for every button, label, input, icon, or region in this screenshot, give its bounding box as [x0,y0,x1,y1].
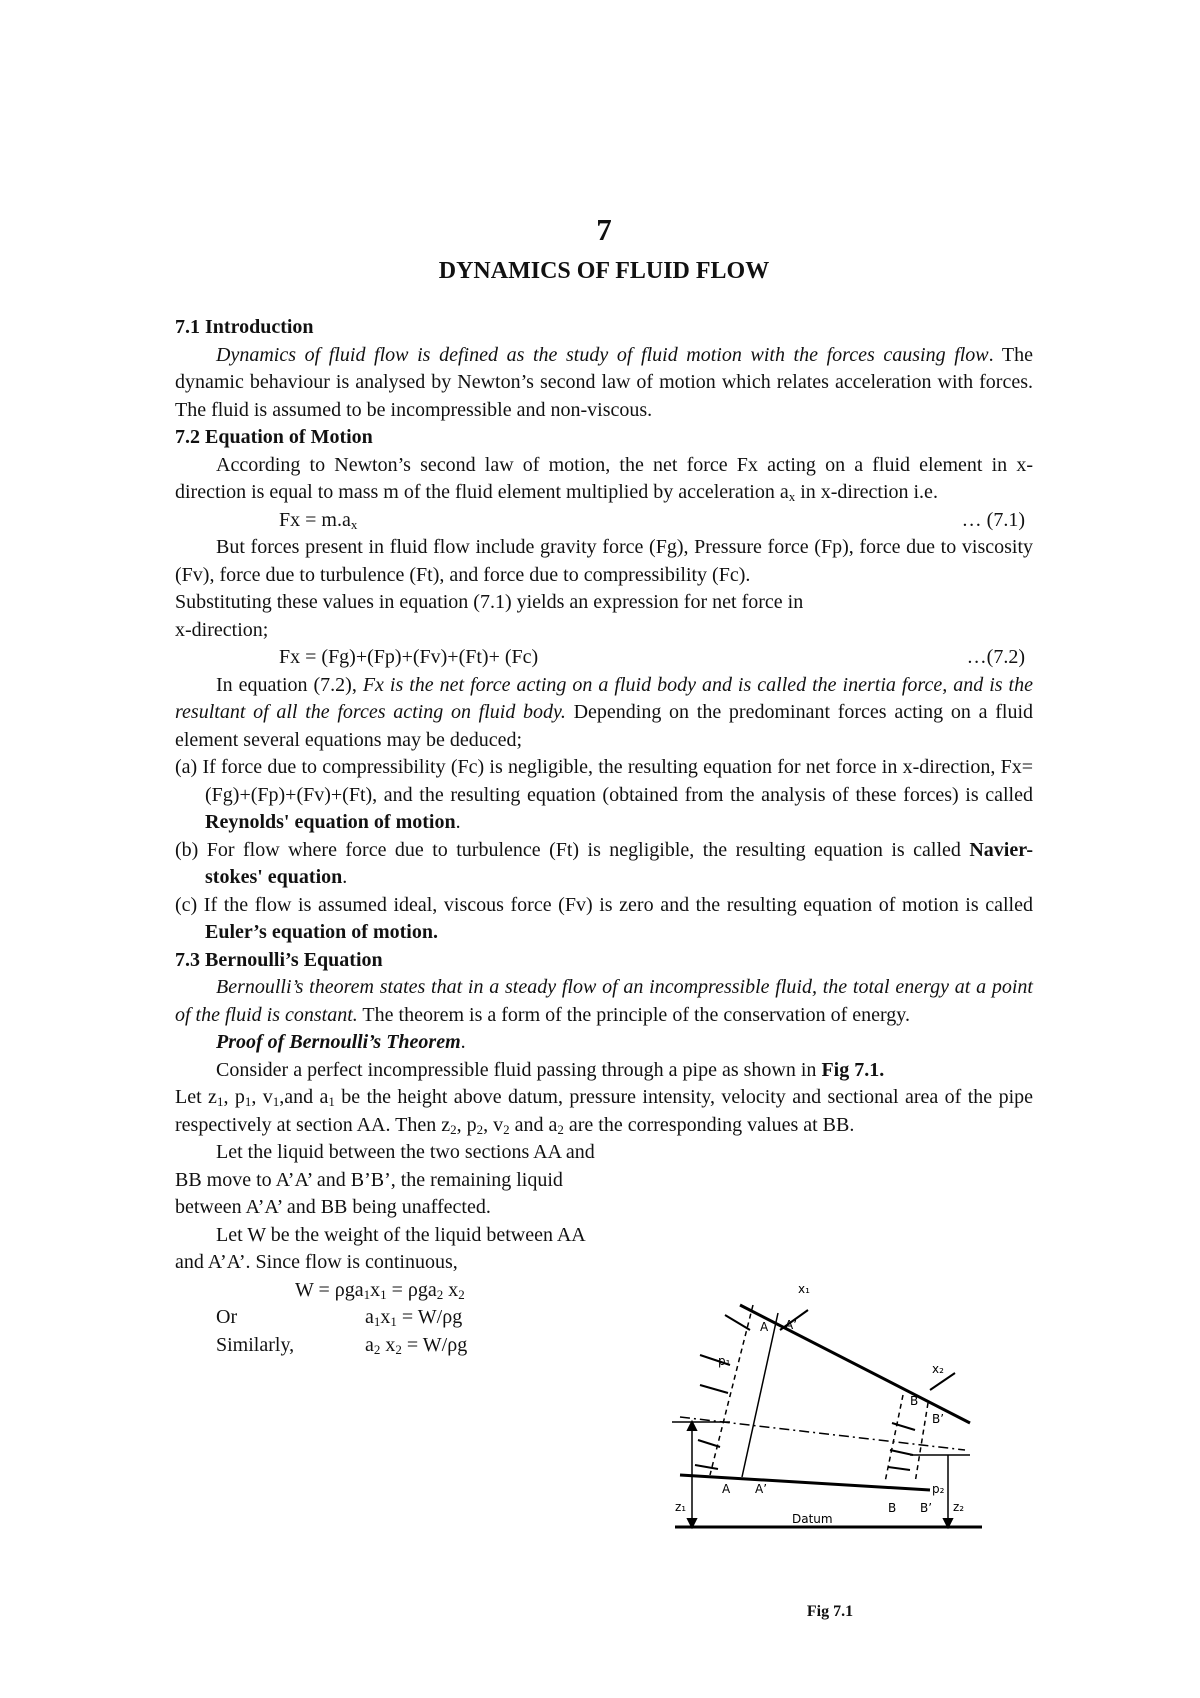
label-z1: z₁ [675,1500,687,1514]
inertia-paragraph: In equation (7.2), Fx is the net force acting on a fluid body and is called the inertia force, and is the resultant of all the forces acting on fluid body. Depending on the predominant forces acting on a fluid element several equations may be deduced; [175,673,1034,751]
label-datum: Datum [792,1512,833,1526]
section-heading-7-2: 7.2 Equation of Motion [175,426,373,448]
intro-definition: Dynamics of fluid flow is defined as the study of fluid motion with the forces causing flow [216,343,989,366]
label-p2: p₂ [932,1482,945,1496]
label-x2: x₂ [932,1362,944,1376]
label-A-bottom: A [722,1482,731,1496]
bernoulli-statement: Bernoulli’s theorem states that in a steady flow of an incompressible fluid, the total energy at a point of the fluid is constant. The theorem is a form of the principle of the conservation of energy. [175,976,1033,1026]
section-heading-7-1: 7.1 Introduction [175,316,314,338]
equation-7-2: Fx = (Fg)+(Fp)+(Fv)+(Ft)+ (Fc) …(7.2) [175,644,1033,672]
list-item-a: (a) If force due to compressibility (Fc) is negligible, the resulting equation for net force in x-direction, Fx=(Fg)+(Fp)+(Fv)+(Ft), and the resulting equation (obtained from the analysis of these forces) is called Reynolds' equation of motion. [175,756,1033,833]
chapter-body [175,314,1033,1359]
consider-paragraph: Consider a perfect incompressible fluid passing through a pipe as shown in Fig 7.1. [216,1058,885,1081]
equation-7-1: $Fx = m.a_x$ … (7.1) [175,507,1033,535]
flow-arrow-1 [725,1315,750,1330]
label-A-top: A [760,1320,769,1334]
pipe-bottom-wall [680,1475,930,1490]
flow-arrow-7 [890,1450,913,1455]
label-z2: z₂ [953,1500,965,1514]
equation-tag: …(7.2) [966,646,1025,668]
or-equation: Or $a_1x_1 = W/\rho g$ [216,1306,463,1329]
variables-paragraph: Let $z_1$, $p_1$, $v_1,and$ $a_1$ be the height above datum, pressure intensity, velocity and sectional area of the pipe respectively at section AA. Then $z_2$, $p_2$, $v_2$ and $a_2$ are the corresponding values at BB. [175,1086,1033,1137]
figure-caption: Fig 7.1 [806,1603,854,1620]
section-heading-7-3: 7.3 Bernoulli’s Equation [175,948,383,971]
flow-arrow-8 [888,1467,910,1470]
label-Bp-top: B’ [932,1412,945,1426]
label-B-bottom: B [888,1501,897,1515]
movement-paragraph: Let the liquid between the two sections AA and BB move to A’A’ and B’B’, the remaining liquid between A’A’ and BB being unaffected. [175,1141,595,1218]
intro-paragraph: Dynamics of fluid flow is defined as the study of fluid motion with the forces causing flow. The dynamic behaviour is analysed by Newton’s second law of motion which relates acceleration with forces. The fluid is assumed to be incompressible and non-viscous. [175,343,1034,421]
flow-arrow-5 [695,1465,718,1469]
chapter-number: 7 [596,212,612,247]
z1-arrowhead-top [688,1422,696,1430]
label-B-top: B [910,1394,919,1408]
list-item-c: (c) If the flow is assumed ideal, viscous force (Fv) is zero and the resulting equation of motion is called Euler’s equation of motion. [175,893,1033,943]
section-ApAp [742,1313,778,1477]
label-Ap-bottom: A’ [755,1482,768,1496]
motion-paragraph: According to Newton’s second law of motion, the net force Fx acting on a fluid element in x-direction is equal to mass m of the fluid element multiplied by acceleration $a_x$ in x-direction i.e. [175,453,1033,504]
proof-heading: Proof of Bernoulli’s Theorem. [216,1031,466,1053]
label-p1: p₁ [718,1354,731,1368]
label-x1: x₁ [798,1282,810,1296]
weight-paragraph: Let W be the weight of the liquid between AA and A’A’. Since flow is continuous, [175,1223,585,1273]
substitution-line-2: x-direction; [175,618,269,641]
weight-equation: $W = \rho ga_1x_1 = \rho ga_2$ $x_2$ [295,1278,465,1302]
equation-tag: … (7.1) [961,508,1025,531]
flow-arrow-4 [698,1440,720,1447]
flow-arrow-6 [892,1423,915,1430]
chapter-title: DYNAMICS OF FLUID FLOW [438,258,770,284]
pipe-flow-figure [670,1255,990,1595]
label-Bp-bottom: B’ [920,1501,933,1515]
label-Ap-top: A’ [785,1318,798,1332]
section-BpBp [915,1403,928,1483]
forces-paragraph: But forces present in fluid flow include gravity force (Fg), Pressure force (Fp), force due to viscosity (Fv), force due to turbulence (Ft), and force due to compressibility (Fc). [175,536,1033,586]
substitution-line: Substituting these values in equation (7.1) yields an expression for net force in [175,591,804,613]
flow-arrow-3 [700,1385,728,1393]
list-item-b: (b) For flow where force due to turbulence (Ft) is negligible, the resulting equation is called Navier-stokes' equation. [175,838,1033,888]
similarly-equation: Similarly, $a_2$ $x_2 = W/\rho g$ [216,1333,468,1357]
